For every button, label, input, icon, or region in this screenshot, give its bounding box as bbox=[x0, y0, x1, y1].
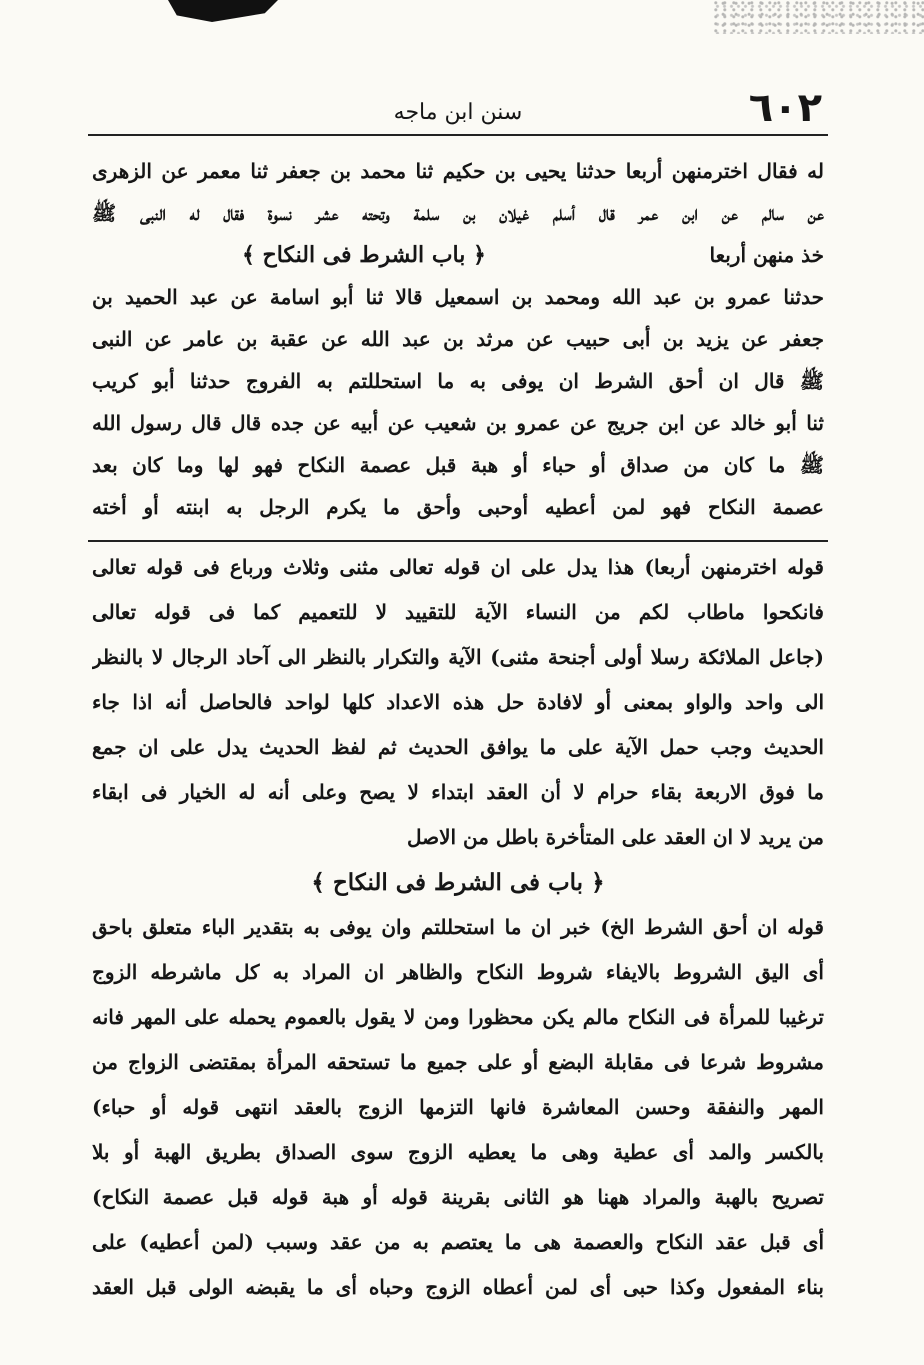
commentary-line: ما فوق الاربعة بقاء حرام لا أن العقد ابتداء لا يصح وعلى أنه له الخيار فى ابقاء bbox=[92, 780, 824, 804]
commentary-line: أى قبل عقد النكاح والعصمة هى ما يعتصم به من عقد وسبب (لمن أعطيه) على bbox=[92, 1230, 824, 1254]
page-header bbox=[88, 80, 828, 140]
commentary-line: قوله ان أحق الشرط الخ) خبر ان ما استحللتم وان يوفى به بتقدير الباء متعلق باحق bbox=[92, 915, 824, 939]
hadith-line: ثنا أبو خالد عن ابن جريج عن عمرو بن شعيب عن أبيه عن جده قال قال رسول الله bbox=[92, 411, 824, 435]
commentary-line: من يريد لا ان العقد على المتأخرة باطل من الاصل bbox=[406, 825, 824, 849]
hadith-line: عن سالم عن ابن عمر قال أسلم غيلان بن سلمة وتحته عشر نسوة فقال له النبى ﷺ bbox=[92, 201, 824, 225]
commentary-line: فانكحوا ماطاب لكم من النساء الآية للتقييد لا للتعميم كما فى قوله تعالى bbox=[92, 600, 824, 624]
hadith-line: له فقال اخترمنهن أربعا حدثنا يحيى بن حكيم ثنا محمد بن جعفر ثنا معمر عن الزهرى bbox=[92, 159, 824, 183]
hadith-line: ﷺ ما كان من صداق أو حباء أو هبة قبل عصمة النكاح فهو لها وما كان بعد bbox=[92, 453, 824, 477]
commentary-line: ترغيبا للمرأة فى النكاح مالم يكن محظورا ومن لا يقول بالعموم يحمله على المهر فانه bbox=[92, 1005, 824, 1029]
hadith-line: حدثنا عمرو بن عبد الله ومحمد بن اسمعيل قالا ثنا أبو اسامة عن عبد الحميد بن bbox=[92, 285, 824, 309]
commentary-line: بالكسر والمد أى عطية وهى ما يعطيه الزوج سوى الصداق بطريق الهبة أو بلا bbox=[92, 1140, 824, 1164]
chapter-heading: ﴿ باب فى الشرط فى النكاح ﴾ bbox=[311, 869, 605, 896]
commentary-line: الى واحد والواو بمعنى أو لافادة حل هذه الاعداد كلها لواحد فالحاصل أنه اذا جاء bbox=[92, 690, 824, 714]
commentary-line: المهر والنفقة وحسن المعاشرة فانها التزمها الزوج بالعقد انتهى قوله أو حباء) bbox=[92, 1095, 824, 1119]
hadith-line-fragment: خذ منهن أربعا bbox=[709, 243, 824, 267]
running-title: سنن ابن ماجه bbox=[393, 100, 523, 125]
hadith-line-with-heading bbox=[92, 234, 824, 276]
chapter-heading: ﴿ باب الشرط فى النكاح ﴾ bbox=[242, 242, 486, 268]
commentary-line: قوله اخترمنهن أربعا) هذا يدل على ان قوله تعالى مثنى وثلاث ورباع فى قوله تعالى bbox=[92, 555, 824, 579]
hadith-line: عصمة النكاح فهو لمن أعطيه أوحبى وأحق ما يكرم الرجل به ابنته أو أخته bbox=[92, 495, 824, 519]
commentary-line: الحديث وجب حمل الآية على ما يوافق الحديث ثم لفظ الحديث يدل على ان جمع bbox=[92, 735, 824, 759]
commentary-line: مشروط شرعا فى مقابلة البضع أو على جميع ما تستحقه المرأة بمقتضى الزواج من bbox=[92, 1050, 824, 1074]
hadith-text-block bbox=[92, 150, 824, 528]
header-rule bbox=[88, 134, 828, 136]
scan-noise bbox=[714, 0, 924, 34]
scan-ink-blot bbox=[168, 0, 278, 22]
commentary-line: تصريح بالهبة والمراد ههنا هو الثانى بقرينة قوله أو هبة قوله قبل عصمة النكاح) bbox=[92, 1185, 824, 1209]
commentary-line: بناء المفعول وكذا حبى أى لمن أعطاه الزوج وحباه أى ما يقبضه الولى قبل العقد bbox=[92, 1275, 824, 1299]
hadith-line: جعفر عن يزيد بن أبى حبيب عن مرثد بن عبد الله عن عقبة بن عامر عن النبى bbox=[92, 327, 824, 351]
page-number: ٦٠٢ bbox=[748, 85, 822, 131]
commentary-block bbox=[92, 545, 824, 1310]
hadith-line: ﷺ قال ان أحق الشرط ان يوفى به ما استحللتم به الفروج حدثنا أبو كريب bbox=[92, 369, 824, 393]
commentary-line: (جاعل الملائكة رسلا أولى أجنحة مثنى) الآية والتكرار بالنظر الى آحاد الرجال لا بالنظر bbox=[92, 645, 824, 669]
section-divider bbox=[88, 540, 828, 542]
commentary-line: أى اليق الشروط بالايفاء شروط النكاح والظاهر ان المراد به كل ماشرطه الزوج bbox=[92, 960, 824, 984]
